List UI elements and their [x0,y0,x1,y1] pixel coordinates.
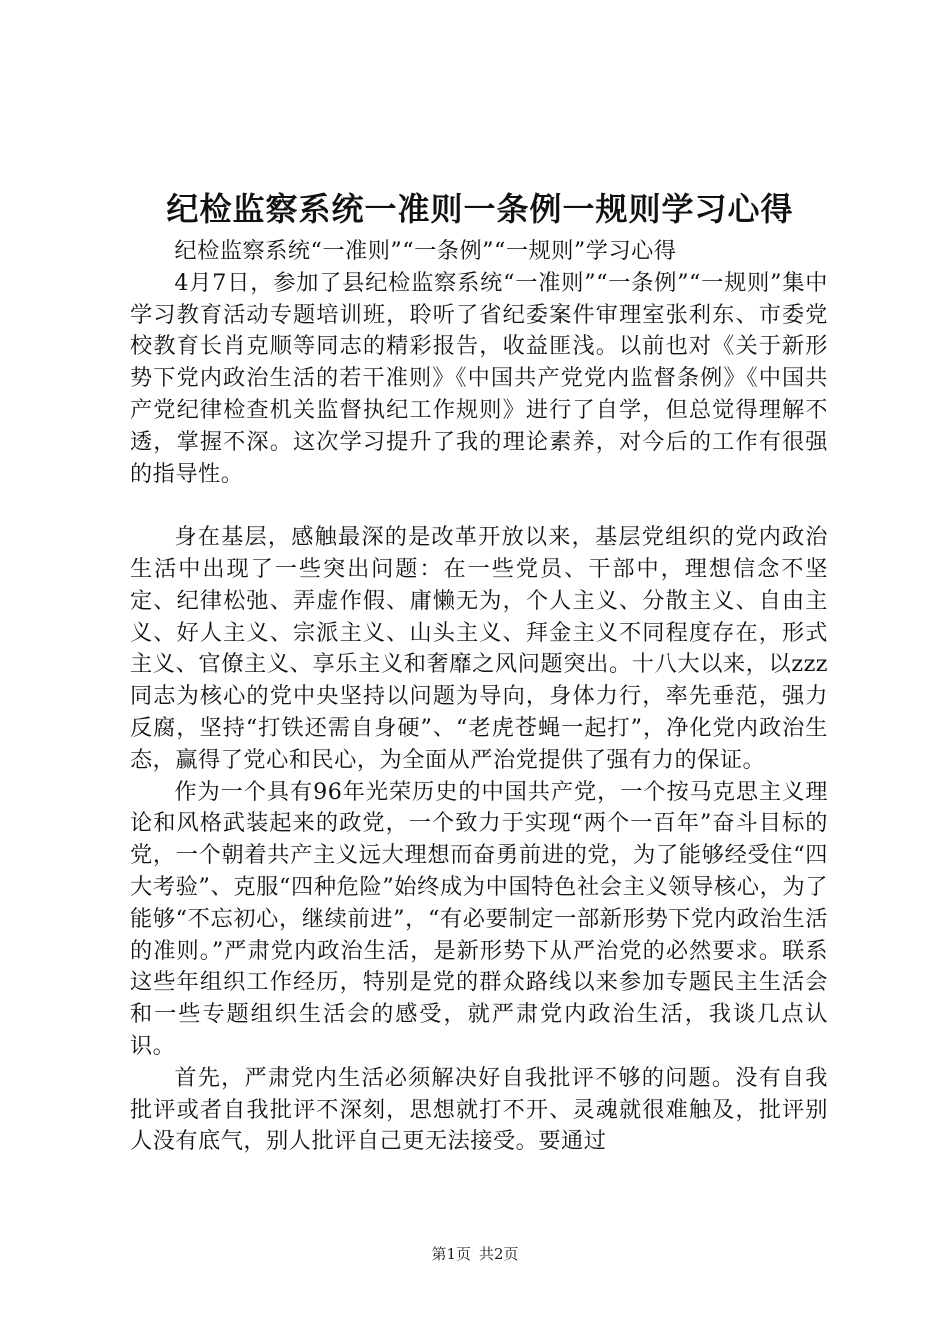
paragraph-party-history: 作为一个具有96年光荣历史的中国共产党，一个按马克思主义理论和风格武装起来的政党，一个致力于实现“两个一百年”奋斗目标的党，一个朝着共产主义远大理想而奋勇前进的党，为了能够经受住“四大考验”、克服“四种危险”始终成为中国特色社会主义领导核心，为了能够“不忘初心，继续前进”，“有必要制定一部新形势下党内政治生活的准则。”严肃党内政治生活，是新形势下从严治党的必然要求。联系这些年组织工作经历，特别是党的群众路线以来参加专题民主生活会和一些专题组织生活会的感受，就严肃党内政治生活，我谈几点认识。 [130,778,828,1059]
paragraph-intro: 4月7日，参加了县纪检监察系统“一准则”“一条例”“一规则”集中学习教育活动专题培训班，聆听了省纪委案件审理室张利东、市委党校教育长肖克顺等同志的精彩报告，收益匪浅。以前也对《关于新形势下党内政治生活的若干准则》《中国共产党党内监督条例》《中国共产党纪律检查机关监督执纪工作规则》进行了自学，但总觉得理解不透，掌握不深。这次学习提升了我的理论素养，对今后的工作有很强的指导性。 [130,269,828,487]
document-body [130,236,828,1158]
document-subtitle: 纪检监察系统“一准则”“一条例”“一规则”学习心得 [174,238,677,264]
page-number: 第1页 [431,1245,471,1263]
paragraph-grassroots: 身在基层，感触最深的是改革开放以来，基层党组织的党内政治生活中出现了一些突出问题：在一些党员、干部中，理想信念不坚定、纪律松弛、弄虚作假、庸懒无为，个人主义、分散主义、自由主义、好人主义、宗派主义、山头主义、拜金主义不同程度存在，形式主义、官僚主义、享乐主义和奢靡之风问题突出。十八大以来，以zzz同志为核心的党中央坚持以问题为导向，身体力行，率先垂范，强力反腐，坚持“打铁还需自身硬”、“老虎苍蝇一起打”，净化党内政治生态，赢得了党心和民心，为全面从严治党提供了强有力的保证。 [130,524,828,773]
document-title: 纪检监察系统一准则一条例一规则学习心得 [166,190,794,228]
page-footer [0,1244,950,1264]
paragraph-first-point: 首先，严肃党内生活必须解决好自我批评不够的问题。没有自我批评或者自我批评不深刻，思想就打不开、灵魂就很难触及，批评别人没有底气，别人批评自己更无法接受。要通过 [130,1064,828,1155]
page-total: 共2页 [479,1245,519,1263]
